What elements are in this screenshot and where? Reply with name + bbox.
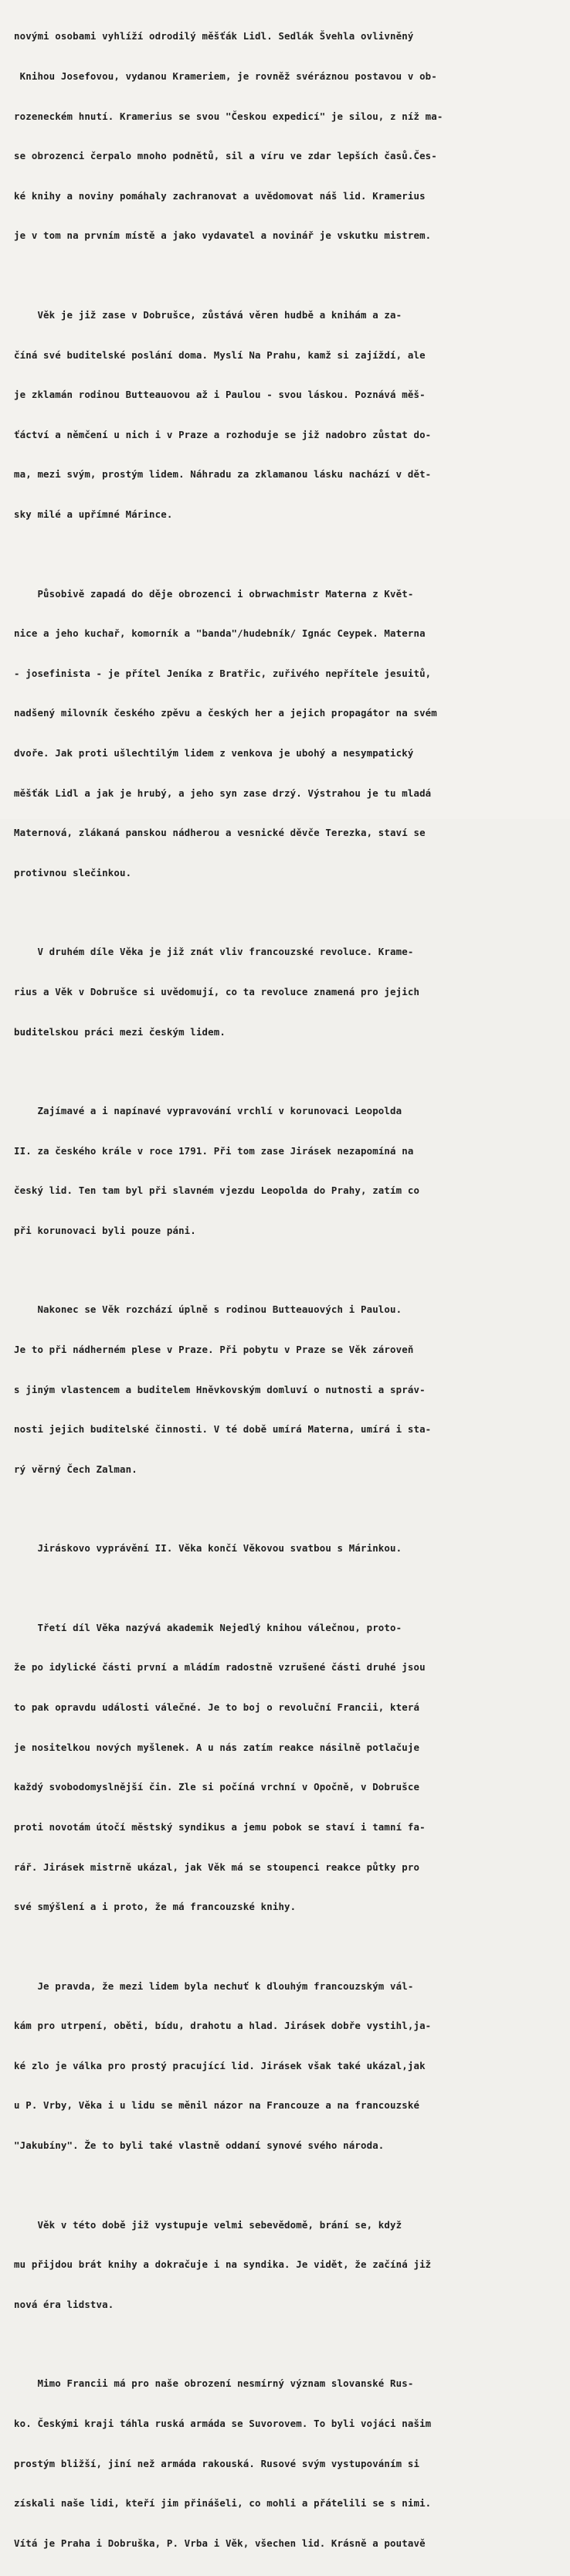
text-line: při korunovaci byli pouze páni.	[14, 1224, 196, 1236]
text-line: Působivě zapadá do děje obrozenci i obrwachmistr Materna z Květ-	[14, 587, 414, 600]
text-line: prostým bližší, jiní než armáda rakouská. Rusové svým vystupováním si	[14, 2457, 420, 2469]
text-line: rý věrný Čech Zalman.	[14, 1463, 137, 1475]
text-line: je nositelkou nových myšlenek. A u nás zatím reakce násilně potlačuje	[14, 1741, 420, 1753]
text-line: nová éra lidstva.	[14, 2298, 114, 2310]
text-line: Mimo Francii má pro naše obrození nesmírný význam slovanské Rus-	[14, 2377, 414, 2390]
paragraph-9	[14, 1952, 553, 2178]
text-line: dvoře. Jak proti ušlechtilým lidem z venkova je ubohý a nesympatický	[14, 746, 414, 759]
text-line: to pak opravdu události válečné. Je to boj o revoluční Francii, která	[14, 1701, 420, 1714]
paragraph-6	[14, 1276, 553, 1502]
paragraph-8	[14, 1594, 553, 1939]
text-line: Třetí díl Věka nazývá akademik Nejedlý knihou válečnou, proto-	[14, 1621, 402, 1633]
text-line: s jiným vlastencem a buditelem Hněvkovským domluví o nutnosti a správ-	[14, 1383, 426, 1395]
text-line: mu přijdou brát knihy a dokračuje i na syndika. Je vidět, že začíná již	[14, 2258, 432, 2271]
text-line: buditelskou práci mezi českým lidem.	[14, 1025, 226, 1038]
text-line: II. za českého krále v roce 1791. Při tom zase Jirásek nezapomíná na	[14, 1144, 414, 1157]
text-line: "Jakubíny". Že to byli také vlastně oddaní synové svého národa.	[14, 2139, 385, 2152]
text-line: měšťák Lidl a jak je hrubý, a jeho syn zase drzý. Výstrahou je tu mladá	[14, 787, 432, 799]
text-line: u P. Vrby, Věka i u lidu se měnil názor na Francouze a na francouzské	[14, 2099, 420, 2112]
text-line: Je pravda, že mezi lidem byla nechuť k dlouhým francouzským vál-	[14, 1980, 414, 1992]
text-line: ké zlo je válka pro prostý pracující lid. Jirásek však také ukázal,jak	[14, 2059, 426, 2071]
text-line: ko. Českými kraji táhla ruská armáda se Suvorovem. To byli vojáci našim	[14, 2417, 432, 2429]
text-line: Zajímavé a i napínavé vypravování vrchlí v korunovaci Leopolda	[14, 1105, 402, 1117]
text-line: Jiráskovo vyprávění II. Věka končí Věkovou svatbou s Márinkou.	[14, 1542, 402, 1555]
text-line: ťáctví a němčení u nich i v Praze a rozhoduje se již nadobro zůstat do-	[14, 428, 432, 440]
text-line: rozeneckém hnutí. Kramerius se svou "Českou expedicí" je silou, z níž ma-	[14, 110, 443, 122]
paragraph-2	[14, 282, 553, 548]
text-line: každý svobodomyslnější čin. Zle si počíná vrchní v Opočně, v Dobrušce	[14, 1781, 420, 1793]
text-line: sky milé a upřímné Márince.	[14, 508, 173, 521]
text-line: ké knihy a noviny pomáhaly zachranovat a uvědomovat náš lid. Kramerius	[14, 189, 426, 202]
text-line: získali naše lidi, kteří jim přinášeli, co mohli a přátelili se s nimi.	[14, 2497, 432, 2510]
text-line: Vítá je Praha i Dobruška, P. Vrba i Věk, všechen lid. Krásně a poutavě	[14, 2537, 426, 2549]
text-line: V druhém díle Věka je již znát vliv francouzské revoluce. Krame-	[14, 946, 414, 958]
text-line: je zklamán rodinou Butteauovou až i Paulou - svou láskou. Poznává měš-	[14, 389, 426, 401]
text-line: rář. Jirásek mistrně ukázal, jak Věk má se stoupenci reakce půtky pro	[14, 1861, 420, 1873]
text-line: rius a Věk v Dobrušce si uvědomují, co ta revoluce znamená pro jejich	[14, 985, 420, 997]
text-line: nice a jeho kuchař, komorník a "banda"/hudebník/ Ignác Ceypek. Materna	[14, 627, 426, 640]
text-line: číná své buditelské poslání doma. Myslí Na Prahu, kamž si zajíždí, ale	[14, 348, 426, 361]
text-line: Věk je již zase v Dobrušce, zůstává věren hudbě a knihám a za-	[14, 308, 402, 321]
text-line: Je to při nádherném plese v Praze. Při pobytu v Praze se Věk zároveň	[14, 1344, 414, 1355]
paragraph-1	[14, 3, 553, 269]
text-line: se obrozenci čerpalo mnoho podnětů, sil a víru ve zdar lepších časů.Čes-	[14, 150, 437, 162]
text-line: kám pro utrpení, oběti, bídu, drahotu a hlad. Jirásek dobře vystihl,ja-	[14, 2020, 432, 2032]
text-line: - josefinista - je přítel Jeníka z Bratřic, zuřivého nepřítele jesuitů,	[14, 667, 432, 679]
text-line: Nakonec se Věk rozchází úplně s rodinou Butteauových i Paulou.	[14, 1303, 402, 1316]
text-line: nosti jejich buditelské činnosti. V té době umírá Materna, umírá i sta-	[14, 1423, 432, 1436]
paragraph-7	[14, 1515, 553, 1582]
paragraph-3	[14, 560, 553, 906]
text-line: proti novotám útočí městský syndikus a jemu pobok se staví i tamní fa-	[14, 1820, 426, 1833]
text-line: Maternová, zlákaná panskou nádherou a vesnické děvče Terezka, staví se	[14, 827, 426, 839]
text-line: je v tom na prvním místě a jako vydavatel a novinář je vskutku mistrem.	[14, 229, 432, 242]
paragraph-10	[14, 2191, 553, 2337]
text-line: protivnou slečinkou.	[14, 866, 132, 878]
text-line: Knihou Josefovou, vydanou Krameriem, je rovněž svéráznou postavou v ob-	[14, 70, 437, 83]
text-line: Věk v této době již vystupuje velmi sebevědomě, brání se, když	[14, 2218, 402, 2231]
text-line: nadšený milovník českého zpěvu a českých her a jejich propagátor na svém	[14, 707, 437, 719]
paragraph-5	[14, 1078, 553, 1264]
text-line: že po idylické části první a mládím radostně vzrušené části druhé jsou	[14, 1661, 426, 1674]
paragraph-4	[14, 919, 553, 1065]
text-line: český lid. Ten tam byl při slavném vjezdu Leopolda do Prahy, zatím co	[14, 1184, 420, 1197]
paragraph-11	[14, 2350, 553, 2576]
text-line: své smýšlení a i proto, že má francouzské knihy.	[14, 1901, 297, 1913]
text-line: novými osobami vyhlíží odrodilý měšťák Lidl. Sedlák Švehla ovlivněný	[14, 30, 414, 42]
text-line: ma, mezi svým, prostým lidem. Náhradu za zklamanou lásku nachází v dět-	[14, 468, 432, 481]
